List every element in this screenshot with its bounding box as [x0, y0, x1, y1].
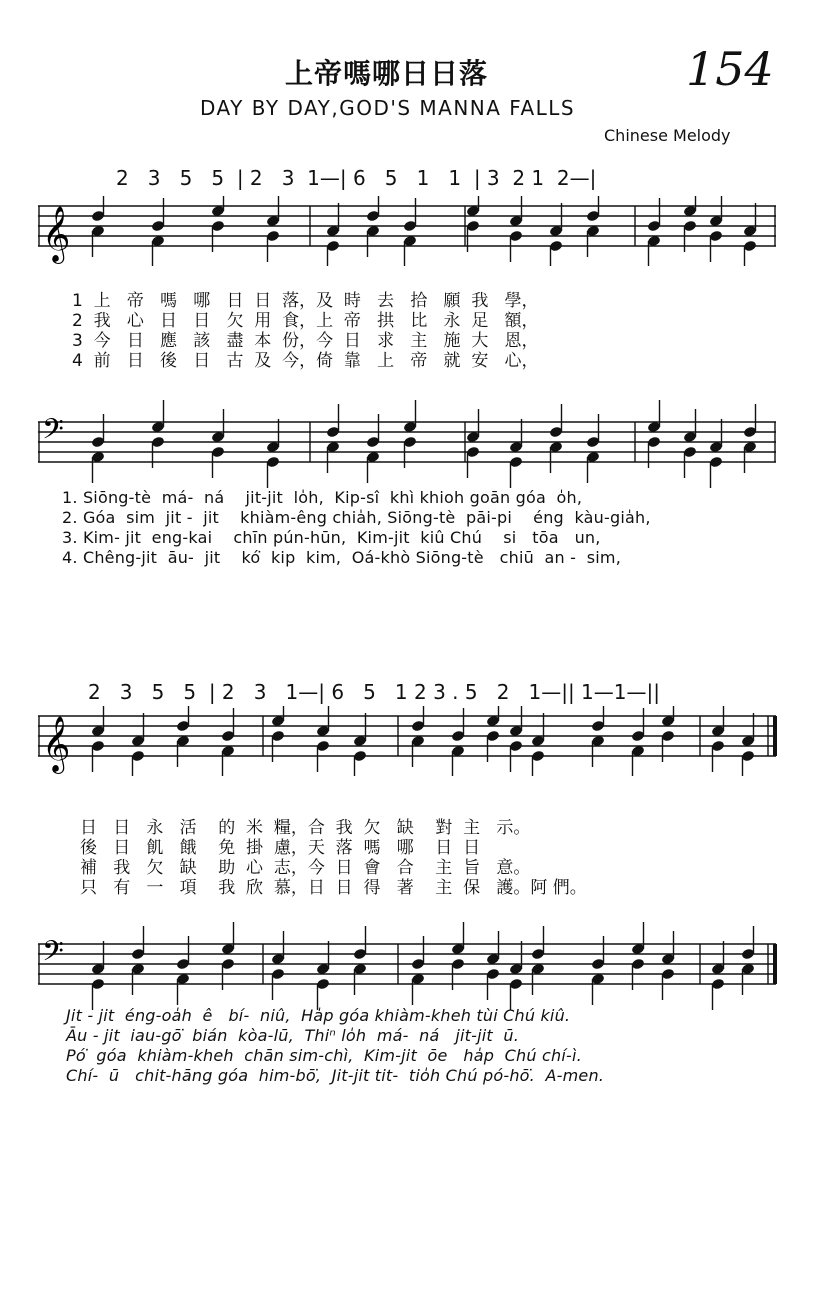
svg-text:𝄞: 𝄞	[42, 716, 71, 772]
chinese-verse: 後 日 飢 餓 免 掛 慮，天 落 嗎 哪 日 日	[80, 838, 497, 858]
chinese-verse: 3 今 日 應 該 盡 本 份，今 日 求 主 施 大 恩，	[72, 331, 539, 351]
jianpu-line-1: 2 3 5 5 | 2 3 1—| 6 5 1 1 | 3 2 1 2—|	[116, 166, 597, 190]
hymn-title-chinese: 上帝嗎哪日日落	[285, 57, 489, 90]
romanized-lyrics-1	[62, 488, 651, 568]
svg-text:𝄢: 𝄢	[42, 413, 64, 453]
chinese-lyrics-2	[80, 818, 587, 898]
bass-staff-2	[38, 922, 780, 1012]
chinese-verse: 4 前 日 後 日 古 及 今，倚 靠 上 帝 就 安 心，	[72, 351, 539, 371]
romanized-verse: Āu - jit iau-gō͘ bián kòa-lū, Thiⁿ lo̍h má- ná jit-jit ū.	[66, 1026, 520, 1045]
svg-text:𝄞: 𝄞	[42, 206, 71, 262]
treble-staff-1	[38, 196, 780, 266]
romanized-verse: 2. Góa sim jit - jit khiàm-êng chia̍h, Siōng-tè pāi-pi éng kàu-gia̍h,	[62, 508, 651, 527]
bass-staff-1	[38, 400, 780, 490]
romanized-verse: Pó͘ góa khiàm-kheh chān sim-chì, Kim-jit ōe ha̍p Chú chí-ì.	[66, 1046, 582, 1065]
svg-text:𝄢: 𝄢	[42, 935, 64, 975]
romanized-verse: 1. Siōng-tè má- ná jit-jit lo̍h, Kip-sî khì khioh goān góa o̍h,	[62, 488, 583, 507]
treble-staff-2	[38, 706, 780, 776]
chinese-verse: 日 日 永 活 的 米 糧，合 我 欠 缺 對 主 示。	[80, 818, 531, 838]
romanized-verse: 4. Chêng-jit āu- jit kó͘ kip kim, Oá-khò Siōng-tè chiū an - sim,	[62, 548, 621, 567]
romanized-verse: 3. Kim- jit eng-kai chīn pún-hūn, Kim-jit kiû Chú si tōa un,	[62, 528, 601, 547]
chinese-verse: 2 我 心 日 日 欠 用 食，上 帝 拱 比 永 足 額，	[72, 311, 539, 331]
hymn-number: 154	[686, 42, 774, 96]
romanized-verse: Jit - jit éng-oa̍h ê bí- niû, Ha̍p góa khiàm-kheh tùi Chú kiû.	[66, 1006, 571, 1025]
romanized-verse: Chí- ū chit-hāng góa him-bō͘, Jit-jit tit- tio̍h Chú pó-hō͘. A-men.	[66, 1066, 605, 1085]
chinese-verse: 補 我 欠 缺 助 心 志，今 日 會 合 主 旨 意。	[80, 858, 531, 878]
jianpu-line-2: 2 3 5 5 | 2 3 1—| 6 5 1 2 3 . 5 2 1—|| 1—1—||	[88, 680, 660, 704]
romanized-lyrics-2	[66, 1006, 604, 1086]
composer-credit: Chinese Melody	[604, 126, 731, 145]
chinese-lyrics-1	[72, 291, 539, 371]
hymn-title-english: DAY BY DAY,GOD'S MANNA FALLS	[200, 96, 576, 120]
chinese-verse: 1 上 帝 嗎 哪 日 日 落，及 時 去 拾 願 我 學，	[72, 291, 539, 311]
chinese-verse: 只 有 一 項 我 欣 慕，日 日 得 著 主 保 護。阿 們。	[80, 878, 587, 898]
